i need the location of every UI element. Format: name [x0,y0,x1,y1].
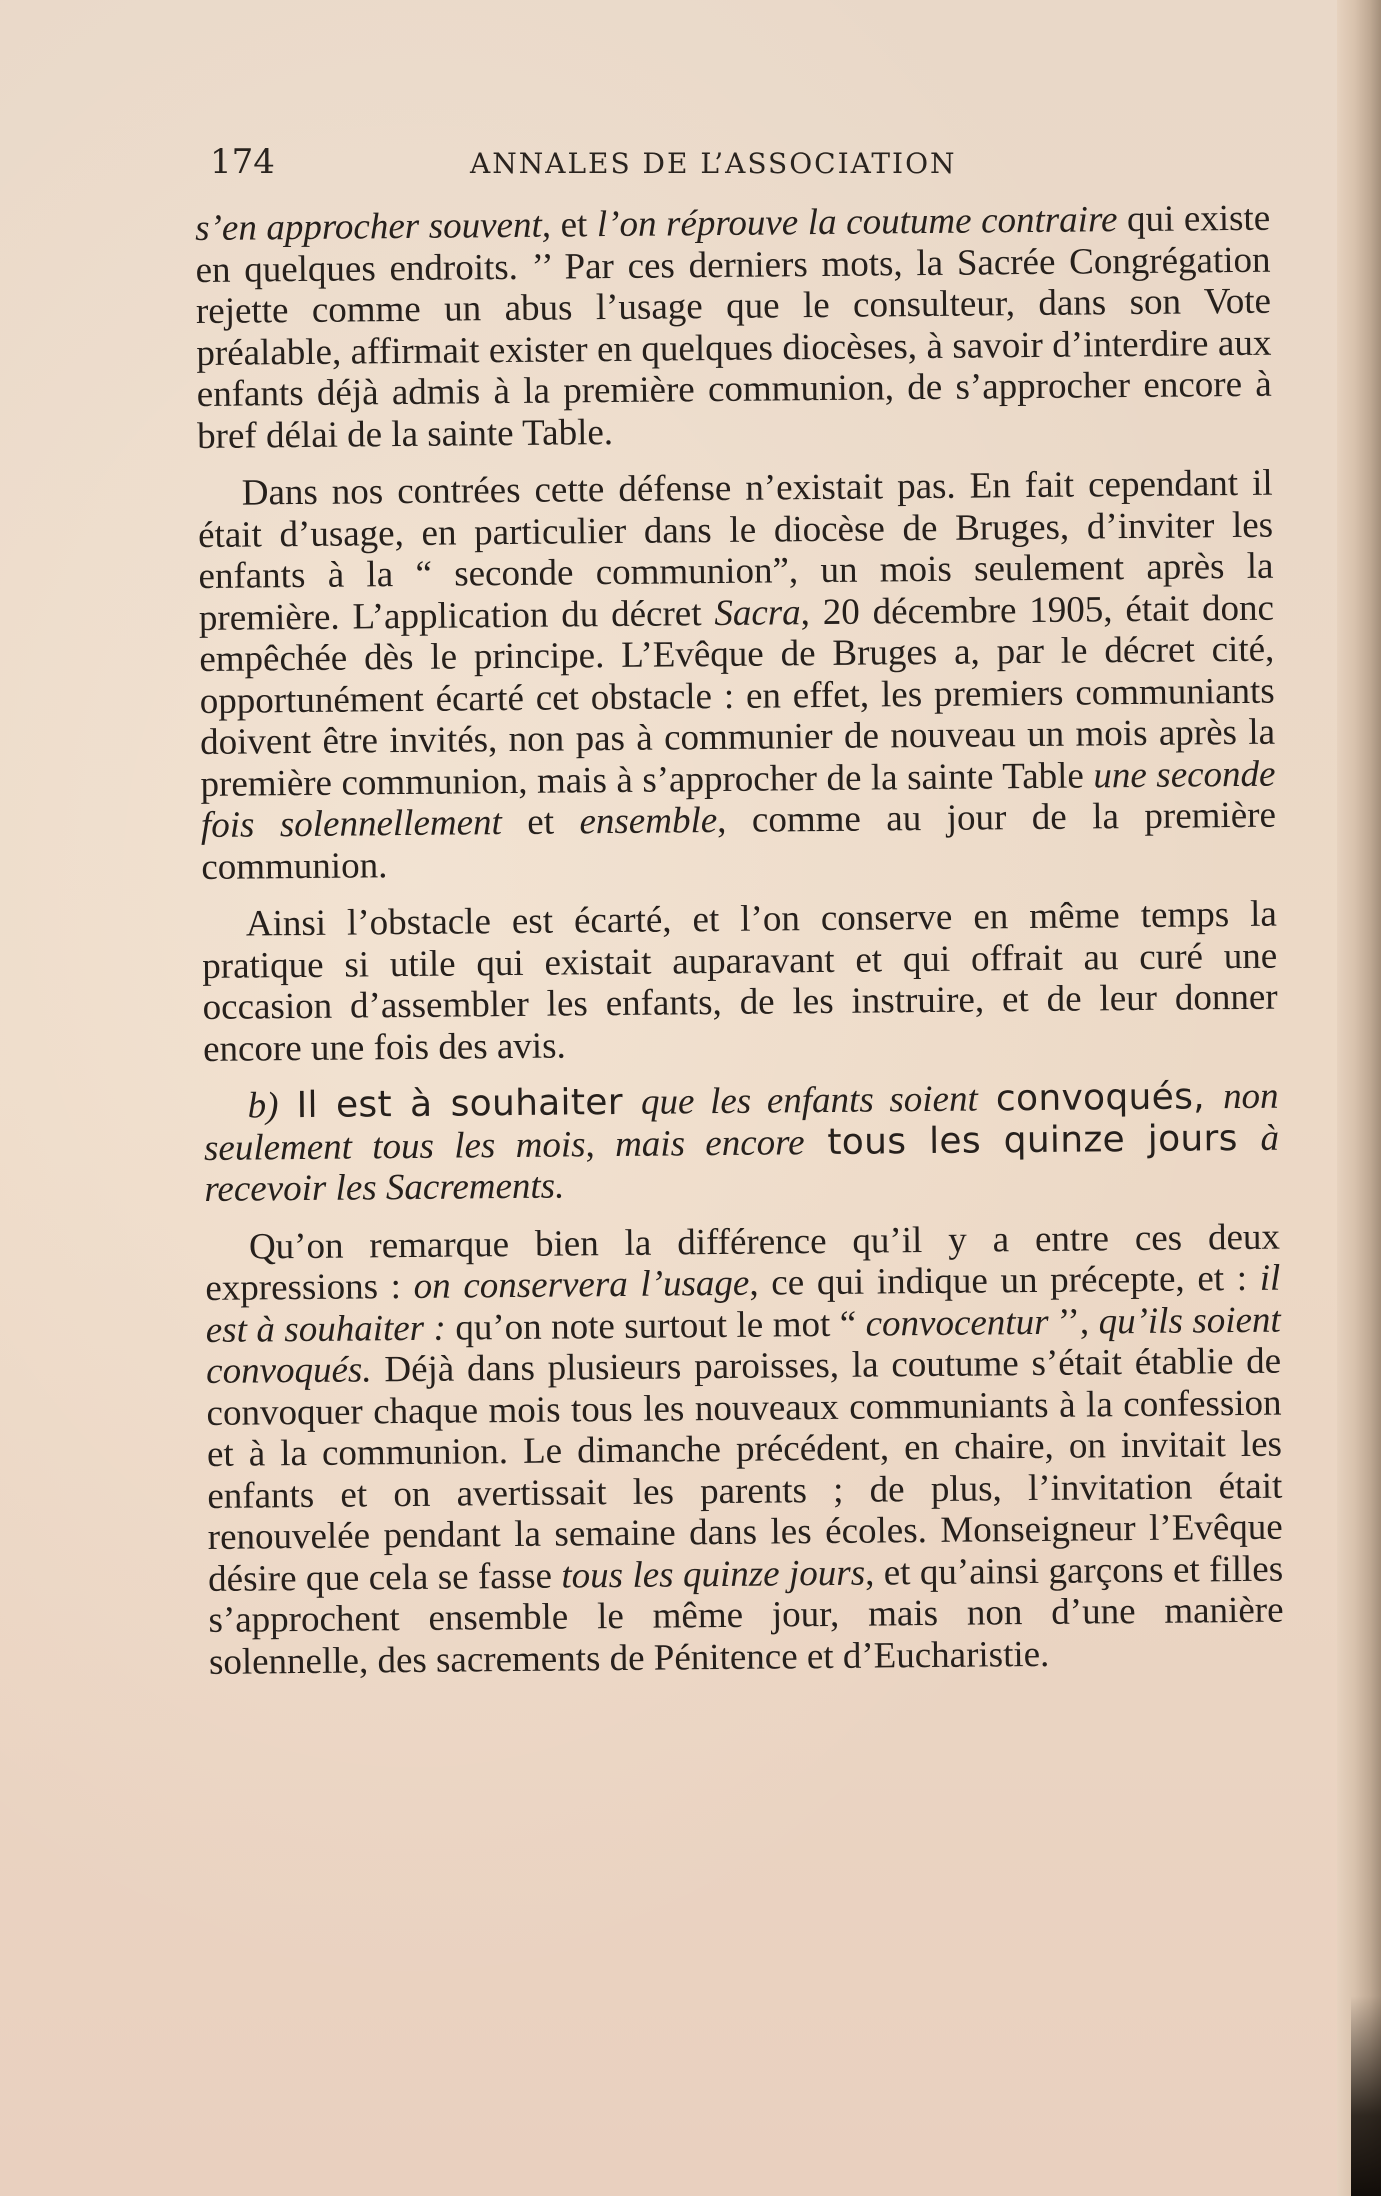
p5-text-e: qu’on note surtout le mot “ [445,1303,866,1349]
p1-italic-c: l’on réprouve la coutume contraire [596,199,1118,246]
p2-text-a: Dans nos contrées cette défense n’existait pas. En fait cependant il était d’usage, en particulier dans le diocèse de Bruges, d’inviter les enfants à la “ seconde communion”, un mois seulement après la première. L’application du décret [197,462,1274,639]
p4-text-g: tous les quinze jours [804,1117,1261,1163]
p5-text-k: , et qu’ainsi garçons et filles s’approchent ensemble le même jour, mais non d’une manière solennelle, des sacrements de Pénitence et d’Eucharistie. [208,1548,1284,1683]
running-title: ANNALES DE L’ASSOCIATION [470,147,957,180]
body-text [195,198,1284,1699]
p5-italic-h: qu’ils soient convoqués. [205,1299,1281,1392]
p1-italic-a: s’en approcher souvent, [195,204,552,249]
p4-italic-h: à recevoir les Sacrements. [204,1117,1280,1210]
p2-italic-d: une seconde fois solennellement [200,753,1276,846]
p4-text-a: Il est à souhaiter [278,1081,642,1127]
p4-italic-d: non seulement tous les mois [203,1075,1279,1169]
p5-italic-j: tous les quinze jours [561,1552,866,1597]
p2-text-e: et [501,801,580,844]
p5-text-c: , ce qui indique un précepte, et : [749,1257,1260,1304]
paragraph-3 [202,894,1279,1070]
p4-text-e: , [585,1123,616,1165]
p5-italic-f: convocentur [865,1301,1049,1345]
p2-italic-b: Sacra [714,591,801,634]
p4-italic-b: que les enfants soient [640,1078,978,1123]
running-head [210,142,1250,192]
page-number: 174 [210,142,275,182]
p5-italic-d: il est à souhaiter : [205,1257,1281,1351]
p3-text-a: Ainsi l’obstacle est écarté, et l’on conserve en même temps la pratique si utile qui existait auparavant et qui offrait au curé une occasion d’assembler les enfants, de les instruire, et de leur donner encore une fois des avis. [202,893,1278,1070]
p4-text-c: convoqués, [977,1076,1224,1120]
p2-text-c: , 20 décembre 1905, était donc empêchée dès le principe. L’Evêque de Bruges a, par le décret cité, opportunément écarté cet obstacle : en effet, les premiers communiants doivent être invités, non pas à communier de nouveau un mois après la première communion, mais à s’approcher de la sainte Table [199,587,1276,805]
paragraph-1 [195,198,1272,457]
p2-text-g: , comme au jour de la première communion. [201,794,1277,888]
page-edge [1337,0,1381,2196]
p5-text-g: ’’, [1048,1300,1099,1343]
paragraph-5 [205,1216,1284,1683]
paragraph-2 [198,463,1277,888]
p1-text-b: et [550,204,598,246]
corner-shadow [1351,1996,1381,2196]
p5-text-a: Qu’on remarque bien la différence qu’il y a entre ces deux expressions : [205,1216,1281,1309]
p4-italic-f: mais encore [614,1121,805,1165]
p5-italic-b: on conservera l’usage [413,1262,750,1307]
p1-text-d: qui existe en quelques endroits. ’’ Par ces derniers mots, la Sacrée Congrégation rejette comme un abus l’usage que le consulteur, dans son Vote préalable, affirmait exister en quelques diocèses, à savoir d’interdire aux enfants déjà admis à la première communion, de s’approcher encore à bref délai de la sainte Table. [195,197,1272,457]
p5-text-i: Déjà dans plusieurs paroisses, la coutume s’était établie de convoquer chaque mois tous les nouveaux communiants à la confession et à la communion. Le dimanche précédent, en chaire, on invitait les enfants et on avertissait les parents ; de plus, l’invitation était renouvelée pendant la semaine dans les écoles. Monseigneur l’Evêque désire que cela se fasse [206,1340,1283,1600]
paragraph-4 [203,1076,1279,1211]
p2-italic-f: ensemble [579,800,718,843]
p4-label: b) [247,1085,279,1127]
